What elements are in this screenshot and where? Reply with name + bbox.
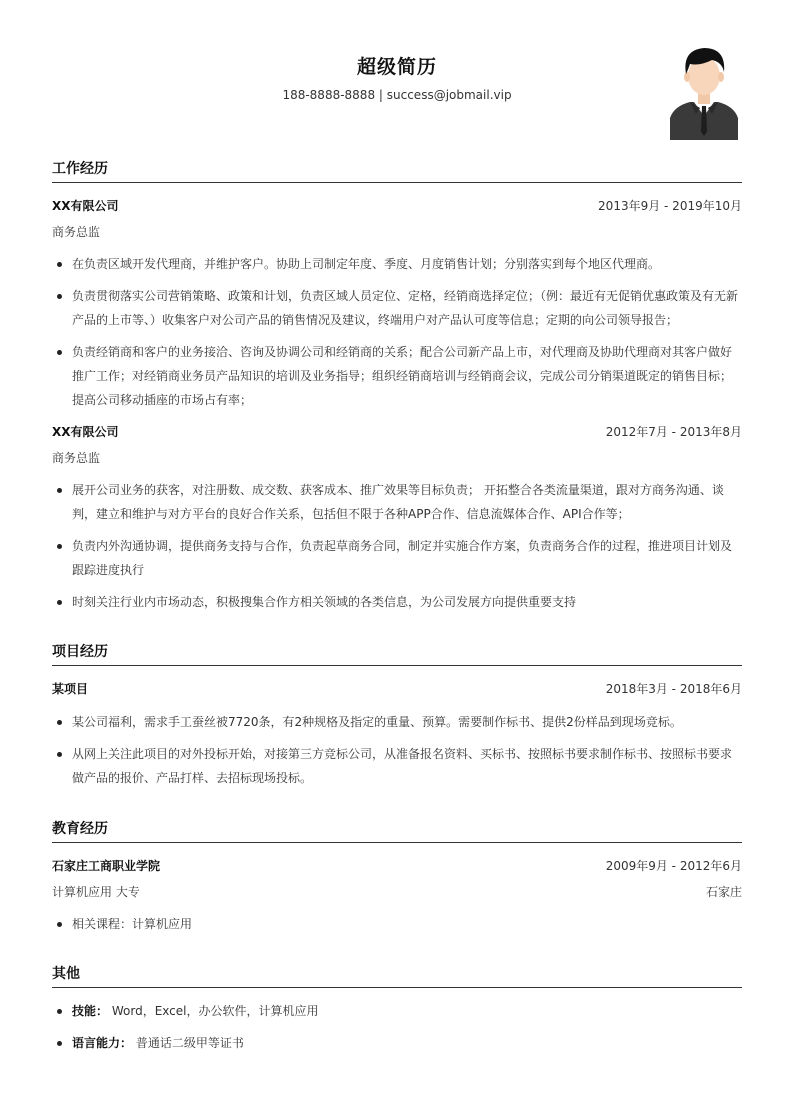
job-2-bullet-2: 负责内外沟通协调，提供商务支持与合作，负责起草商务合同，制定并实施合作方案，负责商务合作的过程，推进项目计划及跟踪进度执行 [72, 534, 738, 582]
skills-label: 技能： [72, 1004, 109, 1018]
section-divider [52, 665, 742, 666]
language-item [72, 1031, 738, 1055]
section-divider [52, 182, 742, 183]
contact-info: 188-8888-8888 | success@jobmail.vip [282, 88, 512, 102]
language-value: 普通话二级甲等证书 [135, 1036, 244, 1050]
job-1-bullet-2: 负责贯彻落实公司营销策略、政策和计划，负责区域人员定位、定格，经销商选择定位；（例：最近有无促销优惠政策及有无新产品的上市等、）收集客户对公司产品的销售情况及建议，终端用户对产品认可度等信息；定期的向公司领导报告； [72, 284, 738, 332]
education-detail [52, 883, 742, 901]
job-1-bullet-1: 在负责区域开发代理商，并维护客户。协助上司制定年度、季度、月度销售计划；分别落实到每个地区代理商。 [72, 252, 738, 276]
project-name: 某项目 [52, 682, 89, 696]
school-name: 石家庄工商职业学院 [52, 859, 161, 873]
job-1-bullet-3: 负责经销商和客户的业务接洽、咨询及协调公司和经销商的关系；配合公司新产品上市，对代理商及协助代理商对其客户做好推广工作；对经销商业务员产品知识的培训及业务指导；组织经销商培训与经销商会议，完成公司分销渠道既定的销售目标；提高公司移动插座的市场占有率； [72, 340, 738, 412]
project-header [52, 680, 742, 698]
project-section-header [52, 641, 742, 666]
other-section-header [52, 963, 742, 988]
education-date: 2009年9月 - 2012年6月 [605, 859, 742, 873]
job-1-role: 商务总监 [52, 225, 101, 239]
job-1-header [52, 197, 742, 215]
section-title-project: 项目经历 [52, 644, 108, 660]
job-2-role: 商务总监 [52, 451, 101, 465]
job-1-date: 2013年9月 - 2019年10月 [598, 199, 742, 213]
project-bullet-1: 某公司福利，需求手工蚕丝被7720条，有2种规格及指定的重量、预算。需要制作标书、提供2份样品到现场竞标。 [72, 710, 738, 734]
job-2-role-row [52, 449, 742, 467]
job-1-company: XX有限公司 [52, 199, 119, 213]
education-major: 计算机应用 大专 [52, 885, 140, 899]
job-2-bullet-3: 时刻关注行业内市场动态，积极搜集合作方相关领域的各类信息，为公司发展方向提供重要支持 [72, 590, 738, 614]
education-course: 相关课程：计算机应用 [72, 912, 738, 936]
education-header [52, 857, 742, 875]
education-city: 石家庄 [705, 885, 742, 899]
education-section-header [52, 818, 742, 843]
section-divider [52, 842, 742, 843]
language-label: 语言能力： [72, 1036, 133, 1050]
job-2-bullet-1: 展开公司业务的获客，对注册数、成交数、获客成本、推广效果等目标负责； 开拓整合各类流量渠道，跟对方商务沟通、谈判，建立和维护与对方平台的良好合作关系，包括但不限于各种APP合作、信息流媒体合作、API合作等； [72, 478, 738, 526]
job-2-header [52, 423, 742, 441]
section-title-education: 教育经历 [52, 821, 108, 837]
avatar-icon [666, 44, 742, 140]
skills-item [72, 999, 738, 1023]
work-section-header [52, 158, 742, 183]
job-1-role-row [52, 223, 742, 241]
section-divider [52, 987, 742, 988]
project-date: 2018年3月 - 2018年6月 [605, 682, 742, 696]
section-title-work: 工作经历 [52, 161, 108, 177]
project-bullet-2: 从网上关注此项目的对外投标开始，对接第三方竞标公司，从准备报名资料、买标书、按照标书要求制作标书、按照标书要求做产品的报价、产品打样、去招标现场投标。 [72, 742, 738, 790]
skills-value: Word，Excel，办公软件，计算机应用 [111, 1004, 319, 1018]
resume-name: 超级简历 [356, 56, 437, 78]
job-2-company: XX有限公司 [52, 425, 119, 439]
section-title-other: 其他 [52, 966, 80, 982]
job-2-date: 2012年7月 - 2013年8月 [605, 425, 742, 439]
